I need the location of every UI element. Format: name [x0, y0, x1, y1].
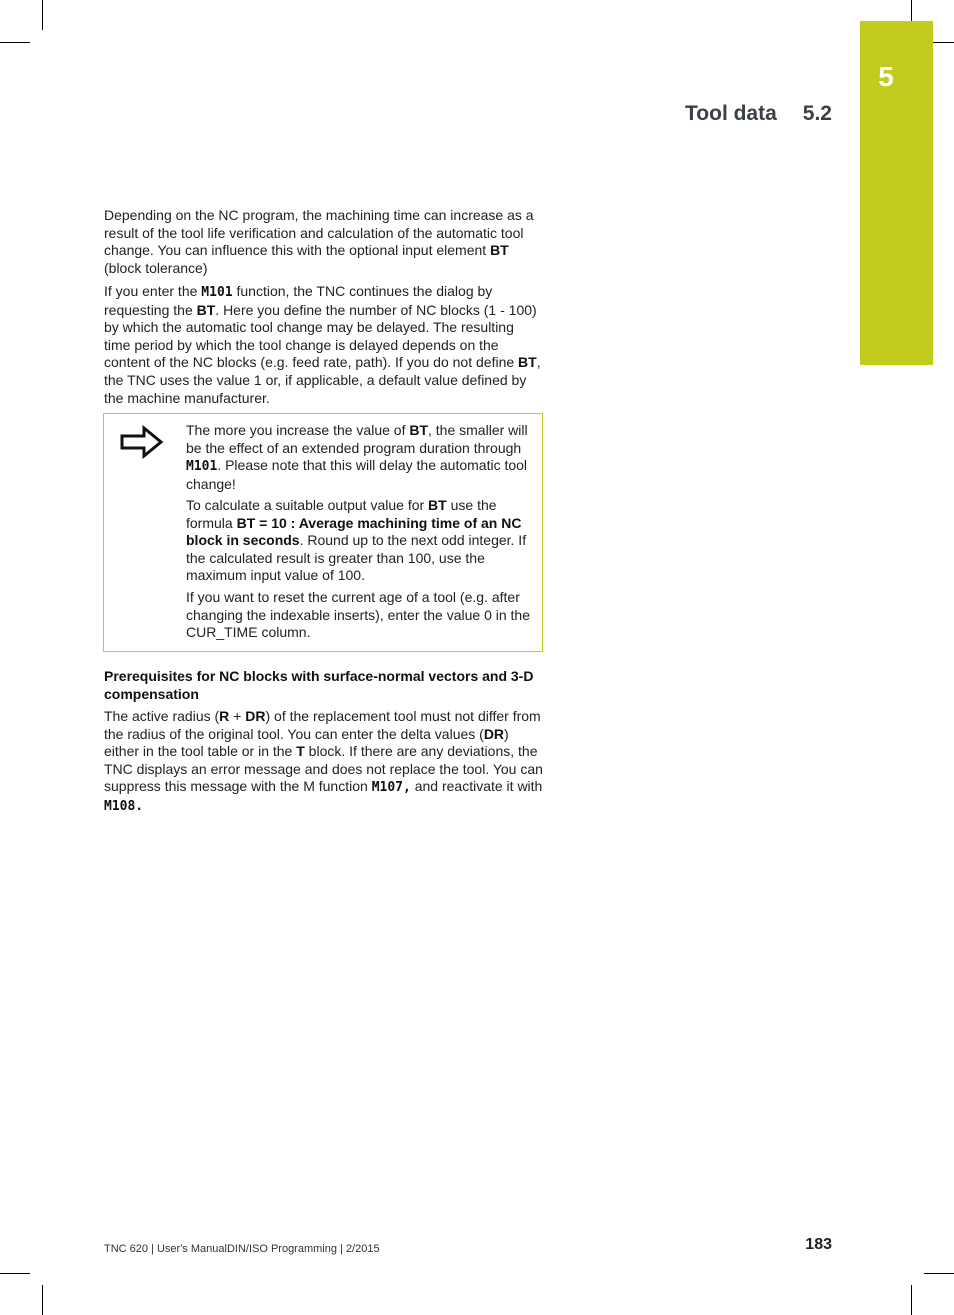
bold-term: BT — [490, 242, 509, 259]
bold-term: T — [296, 743, 305, 760]
paragraph-m101 — [104, 283, 544, 407]
footer-text: TNC 620 | User's ManualDIN/ISO Programming | 2/2015 — [104, 1243, 380, 1255]
text-run: The more you increase the value of — [186, 422, 410, 438]
paragraph-intro — [104, 207, 544, 277]
text-run: and reactivate it with — [410, 778, 543, 795]
text-run: To calculate a suitable output value for — [186, 497, 429, 513]
text-run: + — [229, 708, 246, 724]
text-run: Depending on the NC program, the machining time can increase as a result of the tool life verification and calculation of the automatic tool change. You can influence this with the optional input element — [104, 207, 534, 259]
page-header — [685, 102, 832, 126]
note-paragraph — [186, 497, 531, 585]
text-run: , the smaller will be the effect of an extended program duration through — [186, 422, 528, 456]
page-number: 183 — [805, 1236, 832, 1253]
text-run: . Please note that this will delay the automatic tool change! — [186, 457, 528, 492]
crop-mark — [42, 1285, 43, 1315]
code-term: M107, — [371, 780, 411, 796]
text-run: If you enter the — [104, 283, 202, 299]
note-box — [103, 413, 543, 652]
header-section: 5.2 — [802, 102, 832, 125]
text-run: . Here you define the number of NC blocks (1 - 100) by which the automatic tool change may be delayed. The resulting time period by which the tool change is delayed depends on the content of the NC blocks (e.g. feed rate, path). If you do not define — [104, 301, 537, 371]
crop-mark — [911, 1285, 912, 1315]
code-term: M108. — [104, 798, 144, 814]
text-run: , the TNC uses the value 1 or, if applicable, a default value defined by the machine manufacturer. — [104, 354, 541, 406]
chapter-tab — [860, 21, 933, 365]
bold-term: BT — [409, 422, 429, 438]
text-run: function, the TNC continues the dialog by requesting the — [104, 283, 493, 318]
bold-term: DR — [245, 708, 266, 724]
crop-mark — [0, 42, 30, 43]
code-term: M101 — [201, 285, 233, 300]
header-title: Tool data — [685, 102, 777, 125]
bold-term: BT — [428, 497, 447, 513]
text-run: . Round up to the next odd integer. If the calculated result is greater than 100, use the maximum input value of 100. — [186, 532, 527, 584]
bold-term: BT — [196, 301, 216, 318]
arrow-right-icon — [120, 424, 164, 465]
text-run: The active radius ( — [104, 708, 220, 724]
text-run: block. If there are any deviations, the TNC displays an error message and does not replace the tool. You can suppress this message with the M function — [104, 743, 543, 795]
note-paragraph — [186, 422, 531, 493]
bold-term: BT — [518, 354, 537, 371]
note-paragraph: If you want to reset the current age of a tool (e.g. after changing the indexable inserts), enter the value 0 in the CUR_TIME column. — [186, 589, 531, 641]
code-term: M101 — [186, 459, 218, 475]
crop-mark — [0, 1273, 30, 1274]
chapter-number: 5 — [878, 61, 894, 92]
text-run: (block tolerance) — [104, 259, 208, 276]
text-run: ) of the replacement tool must not differ from the radius of the original tool. You can enter the delta values ( — [104, 708, 541, 742]
paragraph-prerequisites — [104, 708, 544, 816]
text-run: use the formula — [186, 497, 497, 531]
bold-term: DR — [483, 725, 505, 742]
formula: BT = 10 : Average machining time of an NC block in seconds — [186, 514, 522, 549]
crop-mark — [42, 0, 43, 30]
bold-term: R — [219, 708, 230, 724]
section-heading: Prerequisites for NC blocks with surface-normal vectors and 3-D compensation — [104, 668, 534, 702]
text-run: ) either in the tool table or in the — [104, 725, 509, 760]
crop-mark — [924, 1273, 954, 1274]
